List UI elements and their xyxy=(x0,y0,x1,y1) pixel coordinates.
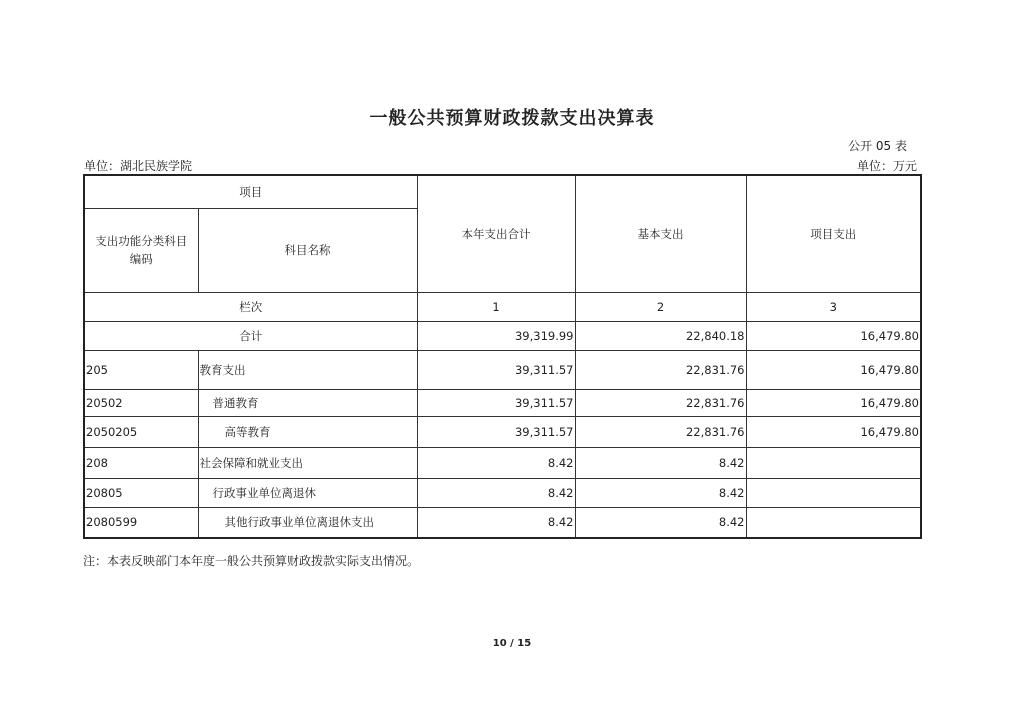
row-code: 205 xyxy=(84,350,198,389)
header-project: 项目支出 xyxy=(746,175,921,292)
row-name: 其他行政事业单位离退休支出 xyxy=(198,507,417,538)
row-name: 普通教育 xyxy=(198,389,417,416)
row-name: 行政事业单位离退休 xyxy=(198,478,417,507)
row-basic: 22,831.76 xyxy=(575,350,746,389)
page-number: 10 / 15 xyxy=(492,638,532,649)
sum-label: 合计 xyxy=(84,321,417,350)
row-project: 16,479.80 xyxy=(746,389,921,416)
table-note: 注：本表反映部门本年度一般公共预算财政拨款实际支出情况。 xyxy=(83,554,420,568)
table-row xyxy=(84,350,921,389)
budget-table xyxy=(83,174,922,539)
table-row xyxy=(84,447,921,478)
table-row xyxy=(84,389,921,416)
header-name: 科目名称 xyxy=(198,208,417,292)
row-name: 社会保障和就业支出 xyxy=(198,447,417,478)
row-code: 2080599 xyxy=(84,507,198,538)
row-basic: 22,831.76 xyxy=(575,389,746,416)
sum-total: 39,319.99 xyxy=(417,321,575,350)
row-basic: 22,831.76 xyxy=(575,416,746,447)
row-code: 20805 xyxy=(84,478,198,507)
header-item: 项目 xyxy=(84,175,417,208)
sum-project: 16,479.80 xyxy=(746,321,921,350)
row-project: 16,479.80 xyxy=(746,350,921,389)
column-index-2: 2 xyxy=(575,292,746,321)
currency-unit: 单位：万元 xyxy=(856,159,917,173)
row-code: 2050205 xyxy=(84,416,198,447)
row-basic: 8.42 xyxy=(575,447,746,478)
row-total: 39,311.57 xyxy=(417,416,575,447)
page-title: 一般公共预算财政拨款支出决算表 xyxy=(369,108,655,129)
header-basic: 基本支出 xyxy=(575,175,746,292)
column-index-1: 1 xyxy=(417,292,575,321)
header-total: 本年支出合计 xyxy=(417,175,575,292)
row-total: 8.42 xyxy=(417,447,575,478)
row-total: 8.42 xyxy=(417,507,575,538)
row-project xyxy=(746,447,921,478)
table-row xyxy=(84,478,921,507)
header-code: 支出功能分类科目编码 xyxy=(84,208,198,292)
form-number: 公开 05 表 xyxy=(848,139,907,153)
table-row xyxy=(84,507,921,538)
sum-row xyxy=(84,321,921,350)
unit-name: 单位：湖北民族学院 xyxy=(84,159,193,173)
row-code: 208 xyxy=(84,447,198,478)
row-project: 16,479.80 xyxy=(746,416,921,447)
row-basic: 8.42 xyxy=(575,507,746,538)
row-total: 39,311.57 xyxy=(417,350,575,389)
row-basic: 8.42 xyxy=(575,478,746,507)
row-code: 20502 xyxy=(84,389,198,416)
row-total: 8.42 xyxy=(417,478,575,507)
row-name: 高等教育 xyxy=(198,416,417,447)
row-project xyxy=(746,507,921,538)
column-index-3: 3 xyxy=(746,292,921,321)
column-index-row xyxy=(84,292,921,321)
table-row xyxy=(84,416,921,447)
row-name: 教育支出 xyxy=(198,350,417,389)
header-row-1 xyxy=(84,175,921,208)
row-total: 39,311.57 xyxy=(417,389,575,416)
sum-basic: 22,840.18 xyxy=(575,321,746,350)
row-project xyxy=(746,478,921,507)
column-index-label: 栏次 xyxy=(84,292,417,321)
